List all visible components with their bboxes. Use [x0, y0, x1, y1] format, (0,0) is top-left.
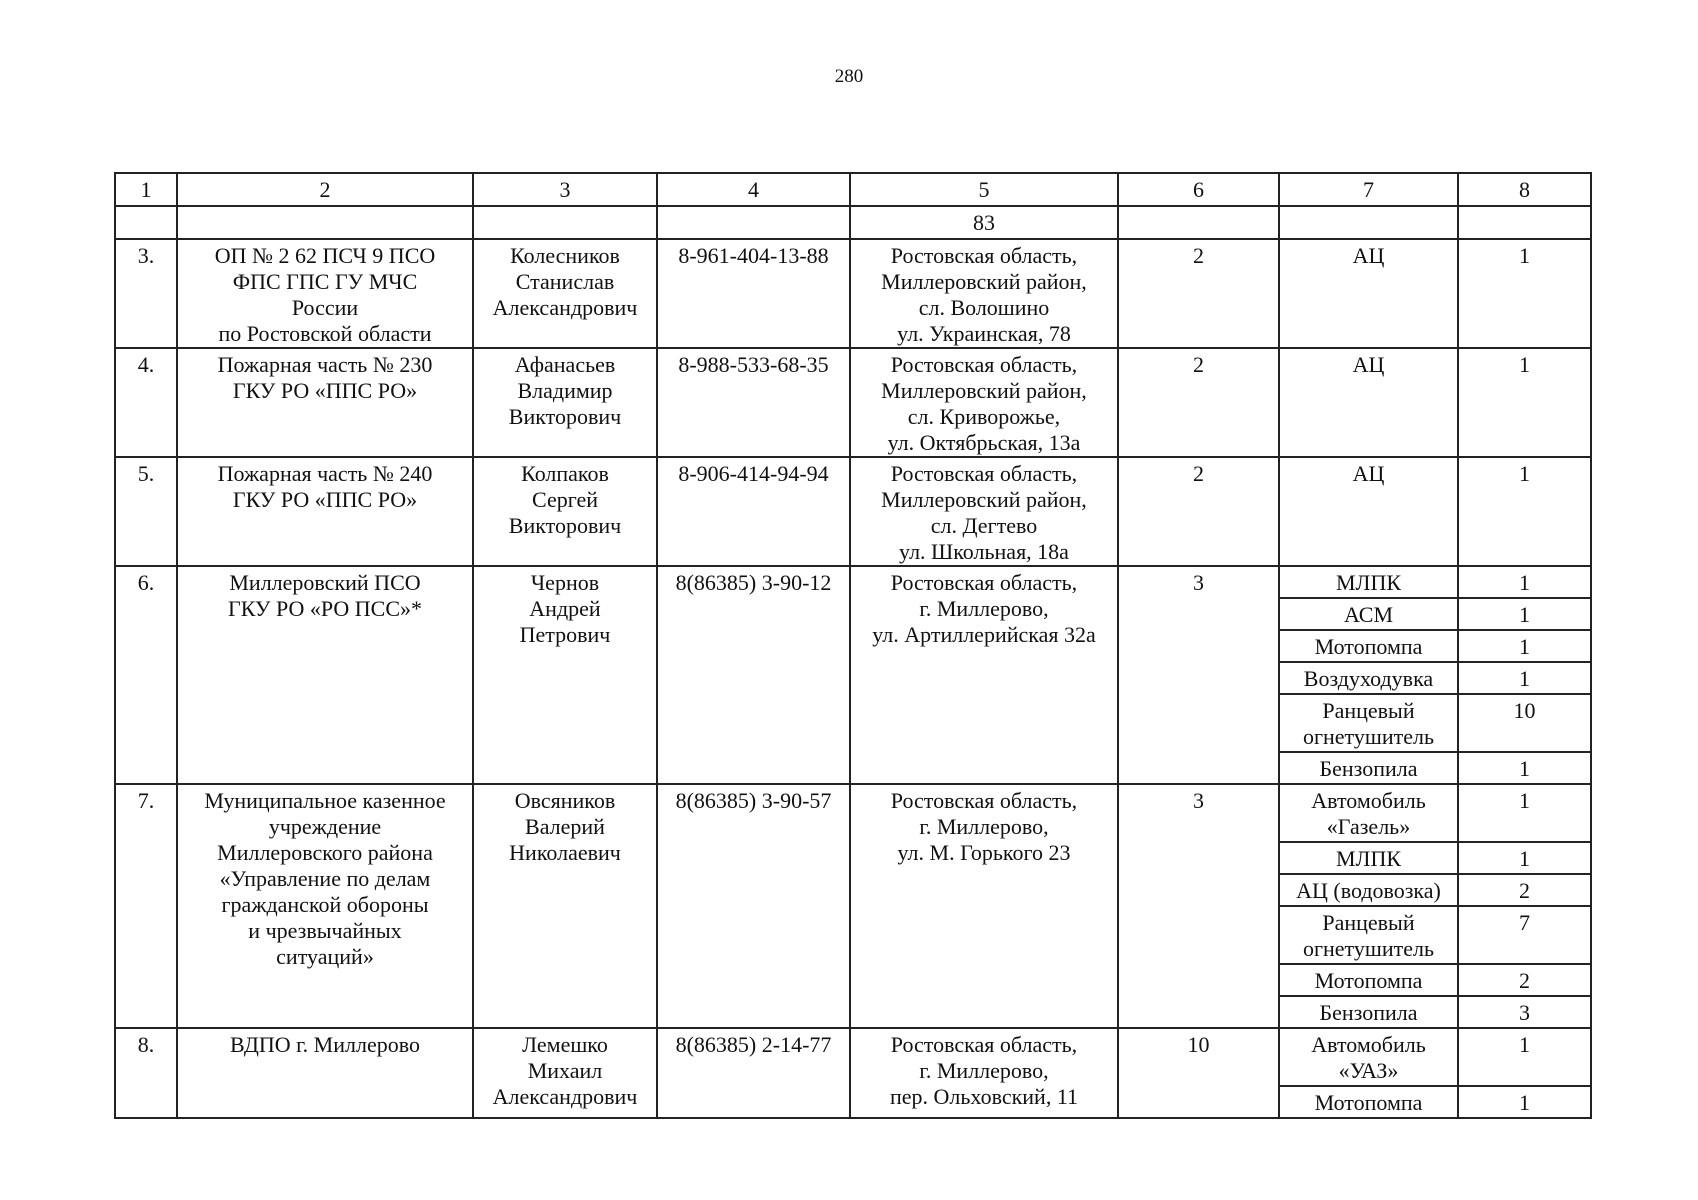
address-line: ул. М. Горького 23 — [897, 840, 1071, 865]
equipment-count: 10 — [1458, 694, 1591, 752]
phone-number: 8-961-404-13-88 — [657, 239, 850, 348]
header-col-staff: 6 — [1118, 173, 1279, 206]
equipment-count: 1 — [1458, 598, 1591, 630]
header-col-organization: 2 — [177, 173, 473, 206]
subheader-row — [115, 206, 1591, 239]
address-line: Ростовская область, — [890, 788, 1078, 813]
responsible-person — [473, 1028, 657, 1118]
responsible-person-line: Николаевич — [509, 840, 621, 865]
staff-count: 2 — [1118, 348, 1279, 457]
organization-name-line: по Ростовской области — [218, 321, 432, 346]
equipment-name-line: Мотопомпа — [1314, 968, 1423, 993]
responsible-person-line: Петрович — [519, 622, 611, 647]
equipment-name — [1279, 752, 1458, 784]
equipment-count: 1 — [1458, 662, 1591, 694]
equipment-name-line: Ранцевый — [1322, 698, 1415, 723]
equipment-name — [1279, 348, 1458, 457]
responsible-person-line: Лемешко — [522, 1032, 608, 1057]
row-number: 4. — [115, 348, 177, 457]
staff-count: 10 — [1118, 1028, 1279, 1118]
address-line: ул. Украинская, 78 — [897, 321, 1071, 346]
responsible-person-line: Викторович — [508, 513, 622, 538]
responsible-person — [473, 457, 657, 566]
phone-number: 8(86385) 3-90-57 — [657, 784, 850, 1028]
address-line: Миллеровский район, — [881, 269, 1087, 294]
organization-name-line: учреждение — [268, 814, 382, 839]
header-col-equipment: 7 — [1279, 173, 1458, 206]
organization-name-line: «Управление по делам — [219, 866, 431, 891]
address-line: Миллеровский район, — [881, 378, 1087, 403]
organization-name-line: ОП № 2 62 ПСЧ 9 ПСО — [214, 243, 436, 268]
equipment-count: 2 — [1458, 874, 1591, 906]
equipment-name-line: Бензопила — [1319, 756, 1418, 781]
equipment-name-line: Воздуходувка — [1303, 666, 1434, 691]
header-col-count: 8 — [1458, 173, 1591, 206]
table-row — [115, 457, 1591, 566]
responsible-person — [473, 566, 657, 784]
equipment-name-line: АЦ — [1352, 243, 1385, 268]
table-row — [115, 566, 1591, 598]
equipment-count: 1 — [1458, 784, 1591, 842]
organization-name-line: ГКУ РО «ППС РО» — [232, 487, 418, 512]
equipment-name — [1279, 630, 1458, 662]
address — [850, 1028, 1118, 1118]
responsible-person-line: Викторович — [508, 404, 622, 429]
equipment-name — [1279, 874, 1458, 906]
subheader-col-person — [473, 206, 657, 239]
address-line: Ростовская область, — [890, 352, 1078, 377]
organization-name — [177, 784, 473, 1028]
address-line: Ростовская область, — [890, 243, 1078, 268]
organization-name-line: ВДПО г. Миллерово — [230, 1032, 420, 1057]
address — [850, 348, 1118, 457]
equipment-count: 7 — [1458, 906, 1591, 964]
address — [850, 239, 1118, 348]
address-line: Ростовская область, — [890, 1032, 1078, 1057]
equipment-count: 1 — [1458, 842, 1591, 874]
subheader-col-count — [1458, 206, 1591, 239]
address-line: сл. Криворожье, — [907, 404, 1061, 429]
responsible-person-line: Станислав — [515, 269, 615, 294]
responsible-person-line: Колесников — [510, 243, 620, 268]
responsible-person-line: Андрей — [529, 596, 601, 621]
staff-count: 2 — [1118, 239, 1279, 348]
phone-number: 8-988-533-68-35 — [657, 348, 850, 457]
organization-name-line: Миллеровского района — [217, 840, 433, 865]
address-line: ул. Октябрьская, 13а — [887, 430, 1081, 455]
header-col-address: 5 — [850, 173, 1118, 206]
row-number: 8. — [115, 1028, 177, 1118]
equipment-name — [1279, 1028, 1458, 1086]
row-number: 6. — [115, 566, 177, 784]
address-line: Ростовская область, — [890, 461, 1078, 486]
responsible-person-line: Владимир — [517, 378, 613, 403]
equipment-name — [1279, 784, 1458, 842]
equipment-name-line: МЛПК — [1335, 846, 1402, 871]
equipment-count: 1 — [1458, 752, 1591, 784]
equipment-name-line: Мотопомпа — [1314, 634, 1423, 659]
staff-count: 2 — [1118, 457, 1279, 566]
equipment-name-line: МЛПК — [1335, 570, 1402, 595]
header-col-person: 3 — [473, 173, 657, 206]
address — [850, 566, 1118, 784]
staff-count: 3 — [1118, 566, 1279, 784]
address-line: пер. Ольховский, 11 — [889, 1084, 1079, 1109]
equipment-name-line: Мотопомпа — [1314, 1090, 1423, 1115]
address-line: ул. Школьная, 18а — [899, 539, 1069, 564]
equipment-name-line: «Газель» — [1326, 814, 1411, 839]
phone-number: 8-906-414-94-94 — [657, 457, 850, 566]
subheader-col-number — [115, 206, 177, 239]
header-row — [115, 173, 1591, 206]
equipment-count: 1 — [1458, 1086, 1591, 1118]
header-col-number: 1 — [115, 173, 177, 206]
equipment-name — [1279, 457, 1458, 566]
table-row — [115, 1028, 1591, 1086]
responsible-person — [473, 348, 657, 457]
row-number: 3. — [115, 239, 177, 348]
responsible-person-line: Чернов — [530, 570, 600, 595]
equipment-name — [1279, 662, 1458, 694]
organization-name-line: Муниципальное казенное — [204, 788, 446, 813]
responsible-person-line: Александрович — [492, 295, 638, 320]
staff-count: 3 — [1118, 784, 1279, 1028]
organization-name-line: Миллеровский ПСО — [229, 570, 421, 595]
subheader-col-organization — [177, 206, 473, 239]
equipment-count: 3 — [1458, 996, 1591, 1028]
equipment-name-line: АСМ — [1343, 602, 1394, 627]
responsible-person — [473, 239, 657, 348]
organization-name — [177, 457, 473, 566]
responsible-person-line: Валерий — [525, 814, 605, 839]
responsible-person-line: Колпаков — [521, 461, 609, 486]
responsible-person-line: Сергей — [532, 487, 598, 512]
subheader-col-staff — [1118, 206, 1279, 239]
address-line: г. Миллерово, — [919, 814, 1049, 839]
organization-name — [177, 1028, 473, 1118]
organization-name-line: Пожарная часть № 240 — [217, 461, 433, 486]
address-line: Ростовская область, — [890, 570, 1078, 595]
equipment-name — [1279, 598, 1458, 630]
equipment-count: 1 — [1458, 566, 1591, 598]
equipment-count: 1 — [1458, 348, 1591, 457]
header-col-phone: 4 — [657, 173, 850, 206]
address-line: ул. Артиллерийская 32а — [872, 622, 1096, 647]
responsible-person-line: Афанасьев — [514, 352, 616, 377]
responsible-person-line: Александрович — [492, 1084, 638, 1109]
equipment-name — [1279, 694, 1458, 752]
equipment-name — [1279, 1086, 1458, 1118]
row-number: 7. — [115, 784, 177, 1028]
organization-name-line: и чрезвычайных — [248, 918, 402, 943]
equipment-name — [1279, 906, 1458, 964]
responsible-person-line: Овсяников — [514, 788, 616, 813]
equipment-name-line: Автомобиль — [1311, 788, 1426, 813]
address-line: сл. Дегтево — [930, 513, 1038, 538]
equipment-count: 1 — [1458, 239, 1591, 348]
equipment-name-line: огнетушитель — [1303, 936, 1434, 961]
equipment-name — [1279, 996, 1458, 1028]
equipment-name — [1279, 842, 1458, 874]
equipment-name-line: огнетушитель — [1303, 724, 1434, 749]
table-row — [115, 239, 1591, 348]
equipment-name-line: АЦ (водовозка) — [1296, 878, 1441, 903]
equipment-name-line: Ранцевый — [1322, 910, 1415, 935]
table-row — [115, 348, 1591, 457]
organization-name — [177, 566, 473, 784]
equipment-name — [1279, 964, 1458, 996]
equipment-count: 1 — [1458, 457, 1591, 566]
organization-name-line: России — [291, 295, 359, 320]
equipment-count: 2 — [1458, 964, 1591, 996]
address-line: г. Миллерово, — [919, 1058, 1049, 1083]
equipment-name-line: АЦ — [1352, 352, 1385, 377]
equipment-name-line: Бензопила — [1319, 1000, 1418, 1025]
organization-name-line: ФПС ГПС ГУ МЧС — [232, 269, 418, 294]
page-number: 280 — [834, 66, 864, 87]
table-row — [115, 784, 1591, 842]
organization-name-line: ГКУ РО «ППС РО» — [232, 378, 418, 403]
equipment-name-line: АЦ — [1352, 461, 1385, 486]
equipment-name-line: «УАЗ» — [1338, 1058, 1399, 1083]
organization-name — [177, 348, 473, 457]
data-table — [114, 172, 1592, 1119]
equipment-count: 1 — [1458, 630, 1591, 662]
address — [850, 457, 1118, 566]
organization-name-line: Пожарная часть № 230 — [217, 352, 433, 377]
subheader-col-phone — [657, 206, 850, 239]
organization-name — [177, 239, 473, 348]
subheader-col-equipment — [1279, 206, 1458, 239]
subheader-col-address: 83 — [850, 206, 1118, 239]
organization-name-line: ситуаций» — [276, 944, 374, 969]
responsible-person-line: Михаил — [527, 1058, 603, 1083]
equipment-name-line: Автомобиль — [1311, 1032, 1426, 1057]
equipment-name — [1279, 566, 1458, 598]
organization-name-line: гражданской обороны — [221, 892, 429, 917]
organization-name-line: ГКУ РО «РО ПСС»* — [227, 596, 423, 621]
equipment-count: 1 — [1458, 1028, 1591, 1086]
address-line: Миллеровский район, — [881, 487, 1087, 512]
address — [850, 784, 1118, 1028]
row-number: 5. — [115, 457, 177, 566]
phone-number: 8(86385) 2-14-77 — [657, 1028, 850, 1118]
address-line: сл. Волошино — [918, 295, 1050, 320]
phone-number: 8(86385) 3-90-12 — [657, 566, 850, 784]
equipment-name — [1279, 239, 1458, 348]
responsible-person — [473, 784, 657, 1028]
address-line: г. Миллерово, — [919, 596, 1049, 621]
